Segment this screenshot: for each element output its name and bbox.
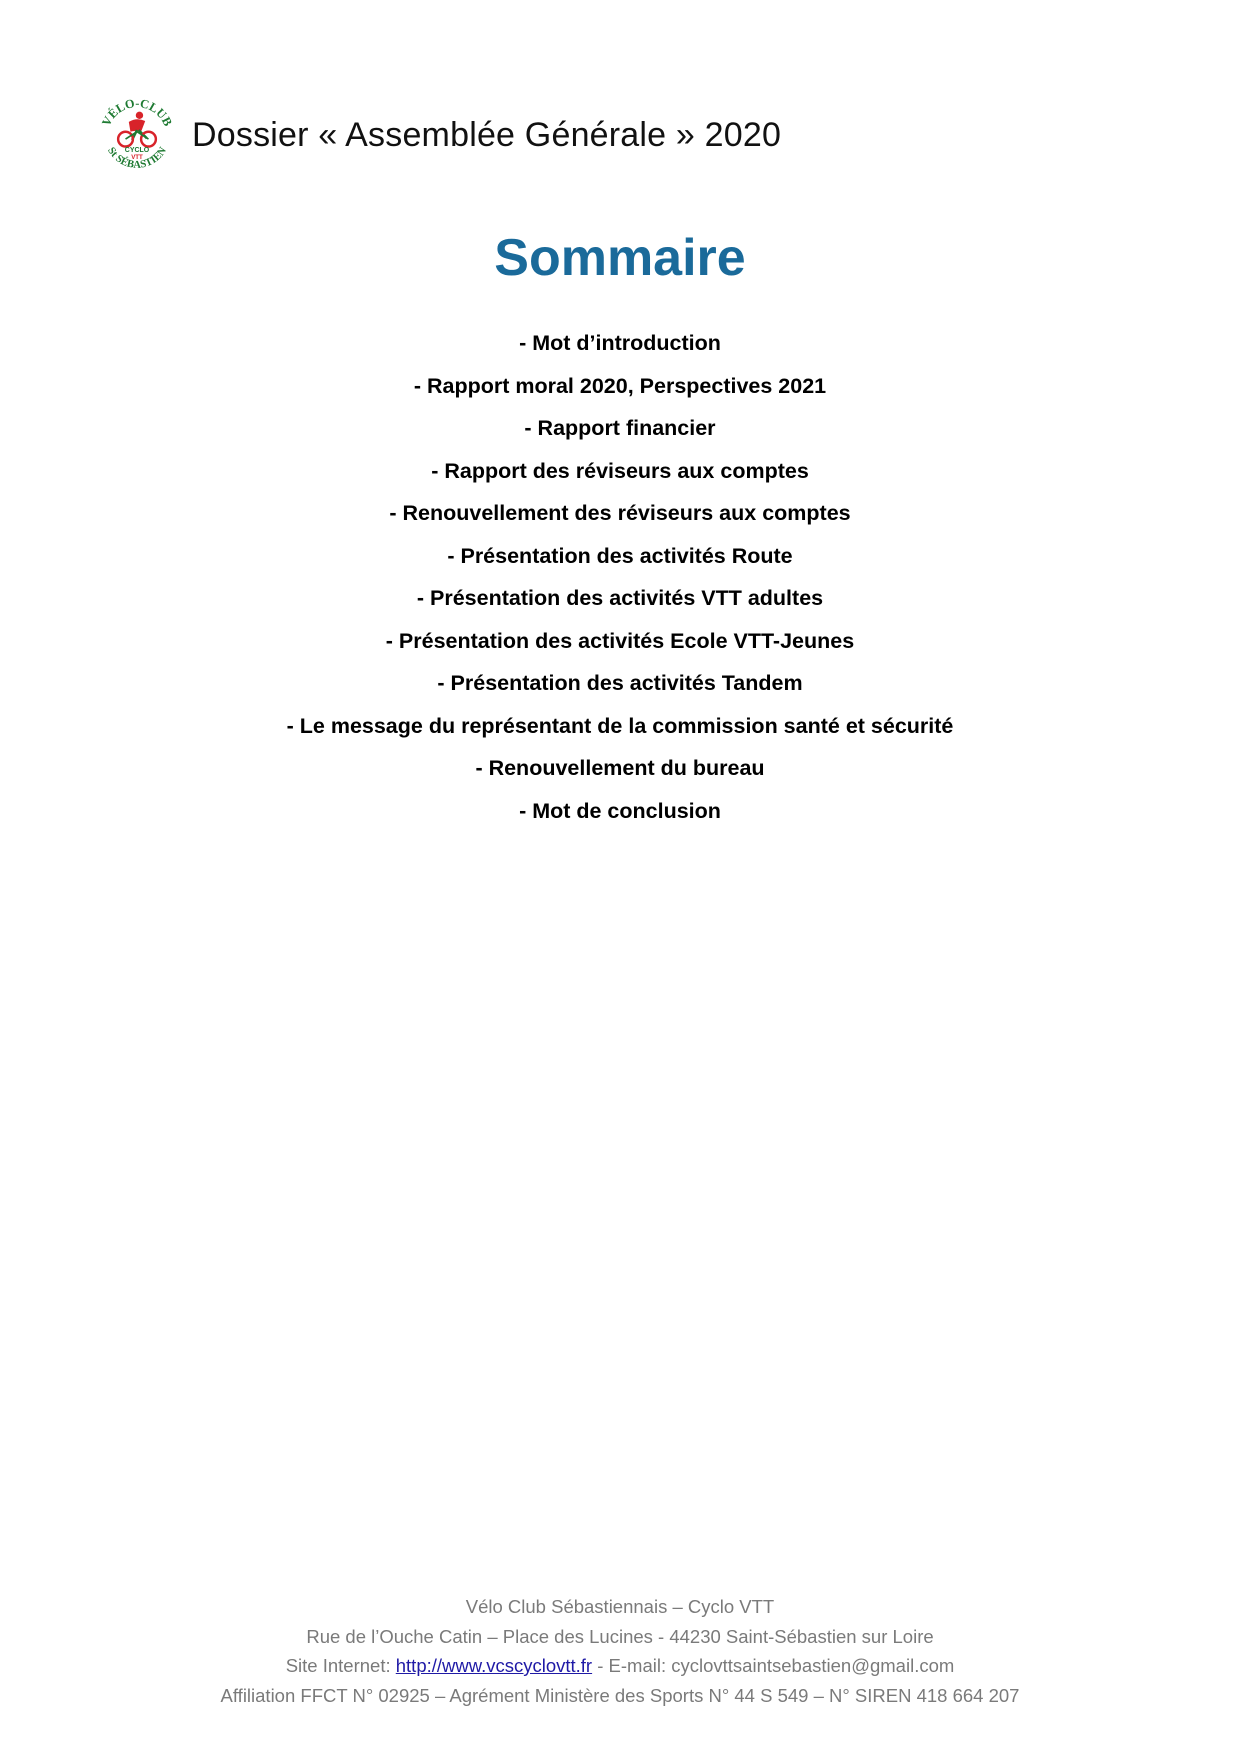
document-header — [96, 90, 781, 180]
document-footer — [0, 1592, 1240, 1710]
footer-email: - E-mail: cyclovttsaintsebastien@gmail.com — [592, 1655, 955, 1676]
toc-item: - Présentation des activités Route — [447, 543, 793, 568]
toc-item: - Renouvellement du bureau — [475, 756, 765, 780]
summary-title: Sommaire — [494, 229, 746, 287]
footer-affiliation: Affiliation FFCT N° 02925 – Agrément Ministère des Sports N° 44 S 549 – N° SIREN 418 664 207 — [220, 1684, 1020, 1706]
toc-item: - Mot de conclusion — [519, 798, 721, 823]
document-title: Dossier « Assemblée Générale » 2020 — [192, 115, 782, 154]
toc-item: - Présentation des activités Tandem — [437, 671, 803, 695]
footer-site-label: Site Internet: — [285, 1655, 396, 1676]
toc-item: - Le message du représentant de la commission santé et sécurité — [286, 713, 954, 738]
table-of-contents — [0, 322, 1240, 832]
club-logo — [96, 94, 178, 176]
toc-item: - Mot d’introduction — [519, 331, 721, 355]
svg-text:VÉLO-CLUB: VÉLO-CLUB — [98, 96, 176, 129]
toc-item: - Rapport financier — [524, 416, 716, 440]
svg-text:CYCLO: CYCLO — [124, 147, 150, 155]
toc-item: - Présentation des activités Ecole VTT-Jeunes — [385, 628, 855, 653]
footer-club-name: Vélo Club Sébastiennais – Cyclo VTT — [465, 1596, 775, 1617]
footer-address: Rue de l’Ouche Catin – Place des Lucines - 44230 Saint-Sébastien sur Loire — [306, 1625, 934, 1647]
website-link[interactable]: http://www.vcscyclovtt.fr — [395, 1655, 593, 1676]
footer-contact — [0, 1651, 1240, 1681]
toc-item: - Rapport des réviseurs aux comptes — [431, 458, 809, 483]
toc-item: - Rapport moral 2020, Perspectives 2021 — [413, 373, 827, 398]
toc-item: - Présentation des activités VTT adultes — [416, 586, 824, 610]
svg-text:St SÉBASTIEN: St SÉBASTIEN — [105, 145, 169, 171]
toc-item: - Renouvellement des réviseurs aux comptes — [389, 501, 851, 525]
svg-text:VTT: VTT — [131, 153, 143, 161]
